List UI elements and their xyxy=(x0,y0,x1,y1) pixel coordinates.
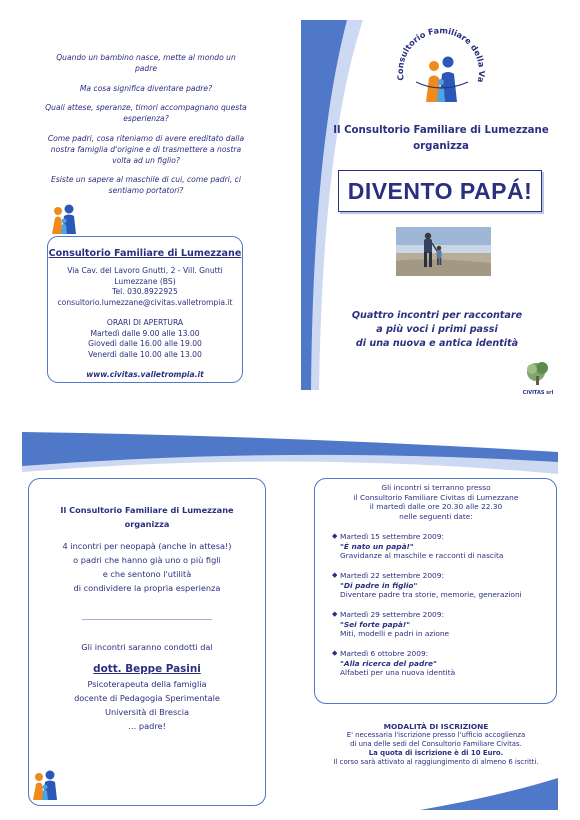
inner-left-panel xyxy=(28,478,266,806)
subtitle-line-1: Quattro incontri per raccontare xyxy=(351,310,523,321)
contact-card xyxy=(47,236,243,383)
event-1-desc: Gravidanze al maschile e racconti di nascita xyxy=(340,551,504,561)
hours-title: ORARI DI APERTURA xyxy=(106,318,184,327)
question-3: Quali attese, speranze, timori accompagnano questa esperienza? xyxy=(45,103,247,124)
consultorio-logo-icon xyxy=(386,22,496,122)
cover-org-line-1: Il Consultorio Familiare di Lumezzane xyxy=(333,125,549,136)
enrollment-line-2: di una delle sedi del Consultorio Familiare Civitas. xyxy=(350,740,522,748)
event-4-title: "Alla ricerca del padre" xyxy=(340,658,437,668)
event-2 xyxy=(332,571,522,600)
bullet-icon: ◆ xyxy=(332,610,338,618)
enrollment-info xyxy=(318,722,554,767)
event-2-desc: Diventare padre tra storie, memorie, generazioni xyxy=(340,590,522,600)
inner-desc-4: di condividere la propria esperienza xyxy=(73,583,221,593)
family-logo-bottom-icon xyxy=(30,770,60,802)
speaker-name: dott. Beppe Pasini xyxy=(93,663,201,675)
intro-line-4: nelle seguenti date: xyxy=(399,511,473,521)
civitas-label: CIVITAS srl xyxy=(522,390,554,396)
civitas-logo-icon xyxy=(522,360,554,394)
father-child-photo xyxy=(396,227,491,276)
event-2-title: "Di padre in figlio" xyxy=(340,580,418,590)
subtitle-line-3: di una nuova e antica identità xyxy=(355,338,519,349)
contact-address-2: Lumezzane (BS) xyxy=(114,276,176,286)
website-link[interactable]: www.civitas.valletrompia.it xyxy=(86,370,204,379)
inner-desc-2: o padri che hanno già uno o più figli xyxy=(73,555,221,565)
inner-org-line-1: Il Consultorio Familiare di Lumezzane xyxy=(60,505,234,515)
event-3-desc: Miti, modelli e padri in azione xyxy=(340,629,450,639)
svg-text:Consultorio Familiare della Va xyxy=(386,22,487,83)
question-2: Ma cosa significa diventare padre? xyxy=(79,83,213,93)
event-3-date: Martedì 29 settembre 2009: xyxy=(340,610,444,619)
question-5: Esiste un sapere al maschile di cui, come padri, ci sentiamo portatori? xyxy=(51,175,241,196)
speaker-role-2: docente di Pedagogia Sperimentale xyxy=(74,693,220,703)
event-2-date: Martedì 22 settembre 2009: xyxy=(340,571,444,580)
inner-desc-3: e che sentono l'utilità xyxy=(102,569,192,579)
contact-email[interactable]: consultorio.lumezzane@civitas.valletrompia.it xyxy=(57,297,233,307)
speaker-role-1: Psicoterapeuta della famiglia xyxy=(87,679,207,689)
contact-address-1: Via Cav. del Lavoro Gnutti, 2 - Vill. Gnutti xyxy=(67,266,223,275)
event-1-date: Martedì 15 settembre 2009: xyxy=(340,532,444,541)
bullet-icon: ◆ xyxy=(332,649,338,657)
page-title: DIVENTO PAPÁ! xyxy=(347,178,533,204)
speaker-role-4: … padre! xyxy=(128,721,166,731)
logo-arc-text: Consultorio Familiare della Va xyxy=(394,25,488,84)
intro-questions xyxy=(44,53,248,206)
hours-tuesday: Martedì dalle 9.00 alle 13.00 xyxy=(90,328,200,338)
enrollment-line-1: E' necessaria l'iscrizione presso l'ufficio accoglienza xyxy=(346,731,526,739)
bullet-icon: ◆ xyxy=(332,571,338,579)
header-wave-band xyxy=(22,432,558,474)
hours-friday: Venerdì dalle 10.00 alle 13.00 xyxy=(88,349,202,359)
schedule-intro xyxy=(316,483,556,521)
question-4: Come padri, cosa riteniamo di avere ereditato dalla nostra famiglia d'origine e di trasmettere a nostra volta ad un figlio? xyxy=(47,133,245,165)
event-3 xyxy=(332,610,450,639)
event-4 xyxy=(332,649,456,678)
inner-desc-1: 4 incontri per neopapà (anche in attesa!) xyxy=(62,541,232,551)
event-3-title: "Sei forte papà!" xyxy=(340,619,411,629)
intro-line-2: il Consultorio Familiare Civitas di Lumezzane xyxy=(353,492,519,502)
conducted-by: Gli incontri saranno condotti dal xyxy=(81,642,213,652)
cover-subtitle xyxy=(326,309,548,351)
intro-line-1: Gli incontri si terranno presso xyxy=(381,483,491,492)
contact-name: Consultorio Familiare di Lumezzane xyxy=(48,248,242,259)
enrollment-line-4: Il corso sarà attivato al raggiungimento di almeno 6 iscritti. xyxy=(333,758,539,766)
hours-thursday: Giovedì dalle 16.00 alle 19.00 xyxy=(88,339,202,348)
event-1-title: "È nato un papà!" xyxy=(340,541,414,551)
corner-swoosh xyxy=(420,778,558,810)
title-box xyxy=(338,170,542,212)
inner-divider xyxy=(82,619,212,620)
question-1: Quando un bambino nasce, mette al mondo un padre xyxy=(56,53,236,73)
family-logo-small-icon xyxy=(49,204,79,236)
subtitle-line-2: a più voci i primi passi xyxy=(376,324,498,335)
event-1 xyxy=(332,532,504,561)
contact-phone: Tel. 030.8922925 xyxy=(112,287,178,296)
intro-line-3: il martedì dalle ore 20.30 alle 22.30 xyxy=(369,502,503,512)
enrollment-fee: La quota di iscrizione è di 10 Euro. xyxy=(368,749,504,757)
enrollment-title: MODALITÀ DI ISCRIZIONE xyxy=(383,722,489,731)
inner-org-line-2: organizza xyxy=(124,519,170,529)
speaker-role-3: Università di Brescia xyxy=(104,707,190,717)
event-4-desc: Alfabeti per una nuova identità xyxy=(340,668,456,678)
event-4-date: Martedì 6 ottobre 2009: xyxy=(340,649,429,658)
cover-org-line-2: organizza xyxy=(413,141,469,152)
bullet-icon: ◆ xyxy=(332,532,338,540)
